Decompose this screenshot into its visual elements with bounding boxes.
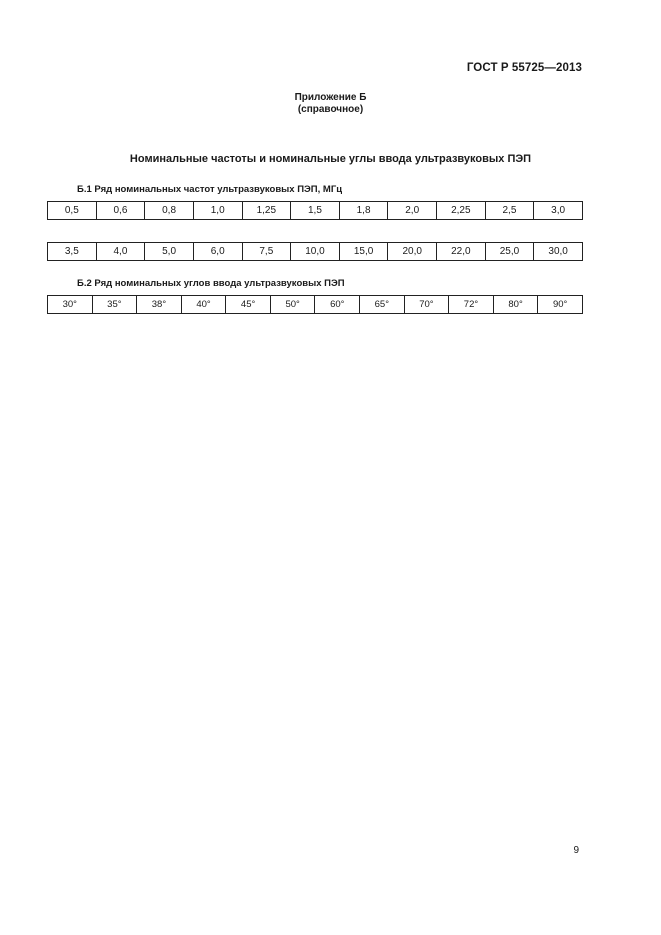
page-number: 9 — [573, 845, 579, 856]
table-cell: 6,0 — [193, 243, 242, 261]
table-cell: 50° — [270, 296, 315, 314]
appendix-subtitle: (справочное) — [297, 104, 364, 115]
table-cell: 15,0 — [339, 243, 388, 261]
table-cell: 2,0 — [388, 202, 437, 220]
table-cell: 60° — [315, 296, 360, 314]
frequency-table-row-1 — [47, 201, 583, 220]
appendix-title: Приложение Б — [294, 92, 367, 103]
table-row — [48, 296, 583, 314]
table-cell: 1,5 — [291, 202, 340, 220]
table-cell: 38° — [137, 296, 182, 314]
table-cell: 30,0 — [534, 243, 583, 261]
table-cell: 1,8 — [339, 202, 388, 220]
frequency-table-row-2 — [47, 242, 583, 261]
table-row — [48, 202, 583, 220]
page-title: Номинальные частоты и номинальные углы ввода ультразвуковых ПЭП — [129, 153, 532, 165]
table-cell: 30° — [48, 296, 93, 314]
table-cell: 2,5 — [485, 202, 534, 220]
table-cell: 35° — [92, 296, 137, 314]
table-cell: 65° — [360, 296, 405, 314]
table-cell: 90° — [538, 296, 583, 314]
table-cell: 70° — [404, 296, 449, 314]
table-row — [48, 243, 583, 261]
table-cell: 3,0 — [534, 202, 583, 220]
table-cell: 0,6 — [96, 202, 145, 220]
section-2-title: Б.2 Ряд номинальных углов ввода ультразвуковых ПЭП — [77, 278, 345, 289]
table-cell: 25,0 — [485, 243, 534, 261]
table-cell: 0,5 — [48, 202, 97, 220]
table-cell: 20,0 — [388, 243, 437, 261]
table-cell: 0,8 — [145, 202, 194, 220]
document-code: ГОСТ Р 55725—2013 — [466, 62, 582, 74]
table-cell: 5,0 — [145, 243, 194, 261]
table-cell: 80° — [493, 296, 538, 314]
table-cell: 45° — [226, 296, 271, 314]
table-cell: 2,25 — [437, 202, 486, 220]
table-cell: 22,0 — [437, 243, 486, 261]
angle-table — [47, 295, 583, 314]
table-cell: 1,25 — [242, 202, 291, 220]
table-cell: 1,0 — [193, 202, 242, 220]
section-1-title: Б.1 Ряд номинальных частот ультразвуковых ПЭП, МГц — [77, 184, 343, 195]
table-cell: 10,0 — [291, 243, 340, 261]
table-cell: 3,5 — [48, 243, 97, 261]
appendix-heading — [0, 92, 661, 116]
table-cell: 4,0 — [96, 243, 145, 261]
table-cell: 7,5 — [242, 243, 291, 261]
table-cell: 72° — [449, 296, 494, 314]
table-cell: 40° — [181, 296, 226, 314]
